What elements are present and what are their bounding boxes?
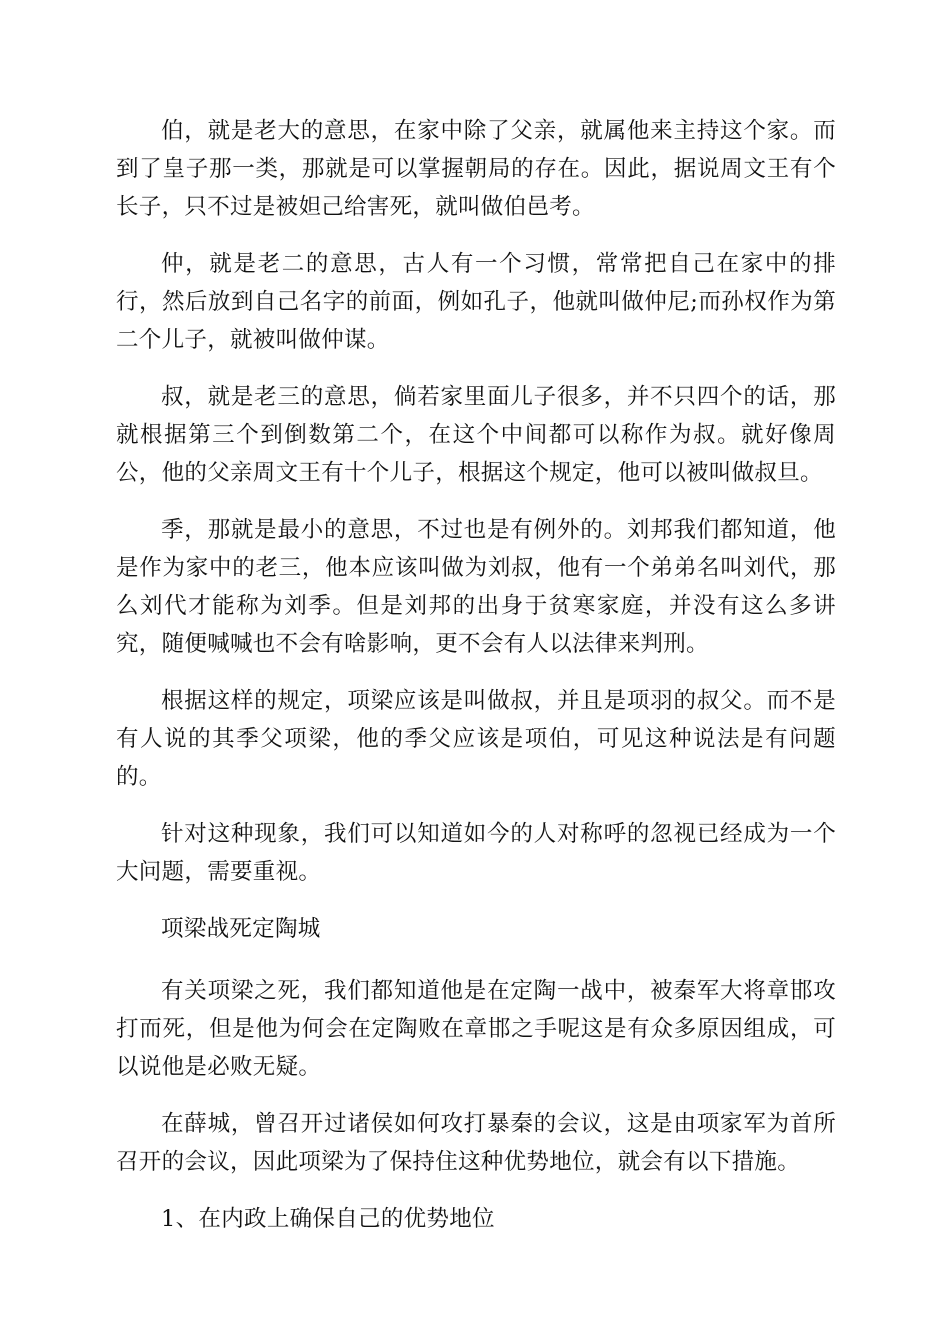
paragraph-xuecheng: 在薛城，曾召开过诸侯如何攻打暴秦的会议，这是由项家军为首所召开的会议，因此项梁为了保持住这种优势地位，就会有以下措施。 xyxy=(116,1111,836,1175)
paragraph-ji: 季，那就是最小的意思，不过也是有例外的。刘邦我们都知道，他是作为家中的老三，他本应该叫做为刘叔，他有一个弟弟名叫刘代，那么刘代才能称为刘季。但是刘邦的出身于贫寒家庭，并没有这么多讲究，随便喊喊也不会有啥影响，更不会有人以法律来判刑。 xyxy=(116,517,836,657)
paragraph-zhong: 仲，就是老二的意思，古人有一个习惯，常常把自己在家中的排行，然后放到自己名字的前面，例如孔子，他就叫做仲尼;而孙权作为第二个儿子，就被叫做仲谋。 xyxy=(116,251,836,353)
document-body xyxy=(116,112,836,1257)
paragraph-death: 有关项梁之死，我们都知道他是在定陶一战中，被秦军大将章邯攻打而死，但是他为何会在定陶败在章邯之手呢这是有众多原因组成，可以说他是必败无疑。 xyxy=(116,978,836,1080)
section-heading: 项梁战死定陶城 xyxy=(161,916,321,942)
paragraph-bo: 伯，就是老大的意思，在家中除了父亲，就属他来主持这个家。而到了皇子那一类，那就是可以掌握朝局的存在。因此，据说周文王有个长子，只不过是被妲己给害死，就叫做伯邑考。 xyxy=(116,118,836,220)
paragraph-conclusion: 针对这种现象，我们可以知道如今的人对称呼的忽视已经成为一个大问题，需要重视。 xyxy=(116,821,836,885)
paragraph-xiang-liang-title: 根据这样的规定，项梁应该是叫做叔，并且是项羽的叔父。而不是有人说的其季父项梁，他的季父应该是项伯，可见这种说法是有问题的。 xyxy=(116,688,836,790)
paragraph-shu: 叔，就是老三的意思，倘若家里面儿子很多，并不只四个的话，那就根据第三个到倒数第二个，在这个中间都可以称作为叔。就好像周公，他的父亲周文王有十个儿子，根据这个规定，他可以被叫做叔旦。 xyxy=(116,384,836,486)
list-item-1: 1、在内政上确保自己的优势地位 xyxy=(161,1206,495,1232)
